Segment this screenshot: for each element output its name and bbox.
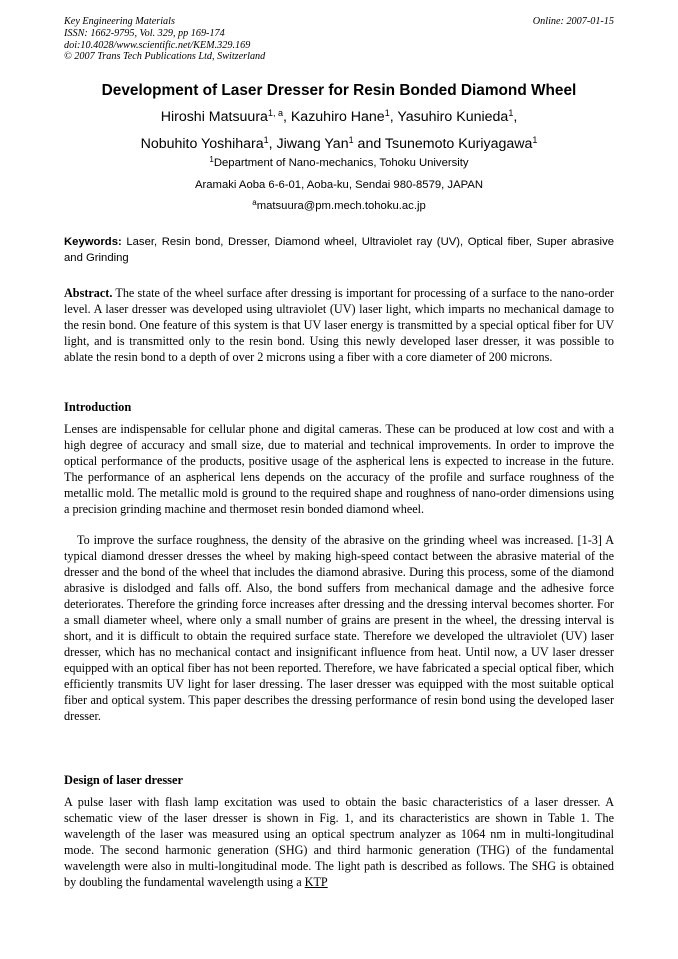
author-line-1 [60,104,618,131]
author-affil-mark: 1 [532,135,538,145]
design-paragraph-1 [64,794,614,890]
affiliation-email [40,200,638,212]
keywords-block [64,234,614,266]
author-name: Jiwang Yan [276,136,349,152]
affiliation-address: Aramaki Aoba 6-6-01, Aoba-ku, Sendai 980-8579, JAPAN [194,179,484,191]
author-name: Yasuhiro Kunieda [397,109,509,125]
author-affil-mark: 1 [384,108,390,118]
abstract-label: Abstract. [64,286,113,300]
author-separator: , [389,109,398,125]
doi-line: doi:10.4028/www.scientific.net/KEM.329.169 [64,39,251,51]
affil-mark: 1 [209,155,214,164]
section-heading-introduction: Introduction [64,400,132,414]
journal-header [64,16,265,63]
paper-title: Development of Laser Dresser for Resin Bonded Diamond Wheel [101,82,577,99]
affiliation-department [40,157,638,169]
abstract-block [64,285,614,365]
author-affil-mark: 1 [348,135,354,145]
author-list [60,104,618,158]
design-text: A pulse laser with flash lamp excitation was used to obtain the basic characteristics of a laser dresser. A schematic view of the laser dresser is shown in Fig. 1, and its characteristics are shown in Table 1. The wavelength of the laser was measured using an optical spectrum analyzer as 1064 nm in multi-longitudinal mode. The second harmonic generation (SHG) and third harmonic generation (THG) of the fundamental wavelength were also in multi-longitudinal mode. The light path is described as follows. The SHG is obtained by doubling the fundamental wavelength using a [64,795,614,889]
introduction-paragraph-1: Lenses are indispensable for cellular phone and digital cameras. These can be produced at low cost and with a high degree of accuracy and small size, due to material and technical improvements. In order to improve the optical performance of the products, positive usage of the aspherical lens is expected to increase in the future. The performance of an aspherical lens depends on the accuracy of the profile and surface roughness of the metallic mold. The metallic mold is ground to the required shape and roughness of nano-order dimensions using a precision grinding machine and thermoset resin bonded diamond wheel. [64,422,614,516]
author-separator: , [282,109,291,125]
author-name: Hiroshi Matsuura [160,109,268,125]
author-affil-mark: 1, a [267,108,283,118]
author-separator: , [513,109,518,125]
issn-line: ISSN: 1662-9795, Vol. 329, pp 169-174 [64,27,225,39]
abstract-text: The state of the wheel surface after dressing is important for processing of a surface to the nano-order level. A laser dresser was developed using ultraviolet (UV) laser light, which imparts no mechanical damage to the resin bond. One feature of this system is that UV laser energy is transmitted by a special optical fiber for UV light, and is transmitted only to the resin bond. Using this newly developed laser dresser, it was possible to ablate the resin bond to a depth of over 2 microns using a fiber with a core diameter of 200 microns. [64,286,614,364]
affil-text: Department of Nano-mechanics, Tohoku University [213,157,469,169]
copyright-line: © 2007 Trans Tech Publications Ltd, Switzerland [64,51,266,63]
affil-mark: a [252,198,257,207]
author-line-2 [60,131,618,158]
introduction-paragraph-2: To improve the surface roughness, the density of the abrasive on the grinding wheel was increased. [1-3] A typical diamond dresser dresses the wheel by making high-speed contact between the abrasive material of the dresser and the bond of the wheel that includes the diamond abrasive. During this process, some of the diamond abrasive is dislodged and falls off. Also, the bond suffers from mechanical damage and the adhesive force deteriorates. Therefore the grinding force increases after dressing and the dressing interval becomes shorter. For a small diameter wheel, where only a small number of grains are present in the wheel, the dressing interval is short, and it is difficult to obtain the required surface state. Therefore we developed the ultraviolet (UV) laser dresser, which has no mechanical contact and insignificant influence from heat. Until now, a UV laser dresser equipped with an optical fiber has not been reported. Therefore, we have fabricated a special optical fiber, which efficiently transmits UV light for laser dressing. The laser dresser was equipped with the most suitable optical fiber and optical system. This paper describes the dressing performance of resin bond using the developed laser dresser. [64,533,614,723]
author-separator: and [353,136,385,152]
author-name: Tsunemoto Kuriyagawa [384,136,533,152]
email-text: matsuura@pm.mech.tohoku.ac.jp [256,200,426,212]
author-affil-mark: 1 [508,108,514,118]
author-affil-mark: 1 [263,135,269,145]
online-date: Online: 2007-01-15 [532,16,614,27]
journal-name: Key Engineering Materials [64,16,175,27]
section-heading-design: Design of laser dresser [64,773,183,787]
ktp-link[interactable]: KTP [304,875,328,889]
author-name: Nobuhito Yoshihara [140,136,264,152]
author-separator: , [268,136,277,152]
keywords-text: Laser, Resin bond, Dresser, Diamond wheel, Ultraviolet ray (UV), Optical fiber, Super abrasive and Grinding [64,236,614,264]
keywords-label: Keywords: [64,236,122,248]
author-name: Kazuhiro Hane [290,109,385,125]
